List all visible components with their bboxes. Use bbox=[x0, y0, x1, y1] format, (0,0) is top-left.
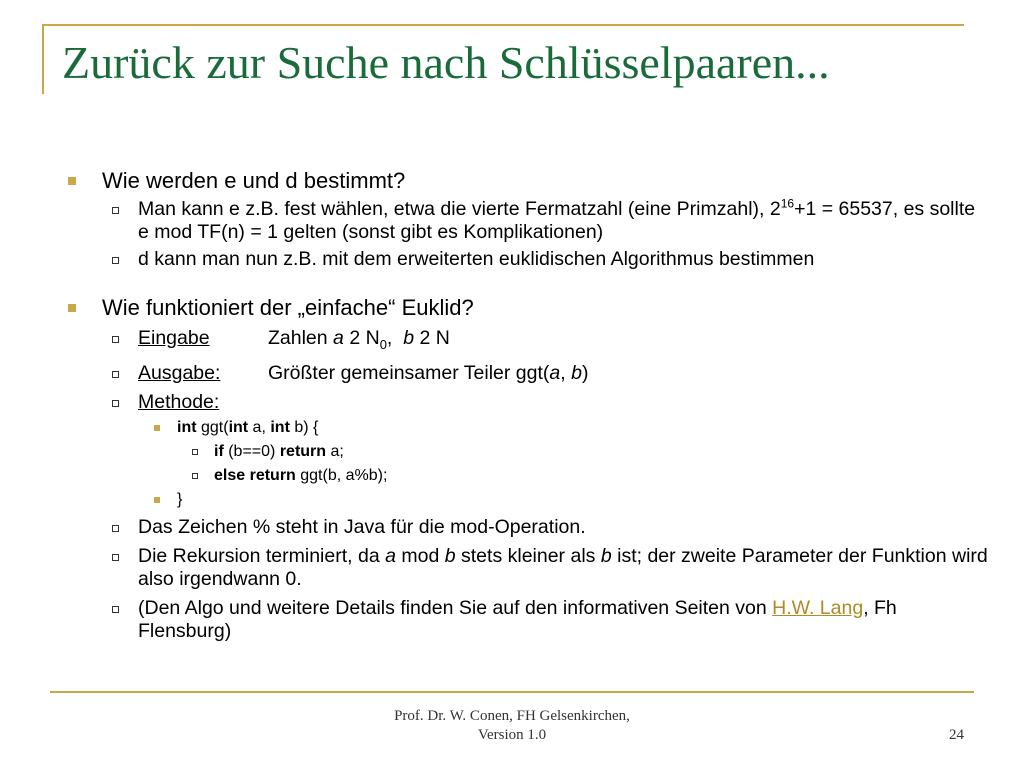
code-text: ggt( bbox=[196, 418, 229, 436]
sub-bullet-algo bbox=[68, 597, 988, 643]
sub-bullet-euklid-extended bbox=[68, 248, 988, 271]
var-a: a bbox=[549, 361, 561, 384]
bullet-text: Wie funktioniert der „einfache“ Euklid? bbox=[102, 295, 474, 320]
sub-bullet-fermat bbox=[68, 198, 988, 244]
keyword-int: int bbox=[177, 418, 197, 436]
sub-bullet-rekursion bbox=[68, 545, 988, 591]
hollow-square-bullet-icon bbox=[112, 336, 119, 343]
var-b: b bbox=[444, 544, 456, 567]
subscript-zero: 0 bbox=[379, 336, 387, 352]
ausgabe-close: ) bbox=[581, 361, 589, 384]
keyword-int: int bbox=[270, 418, 290, 436]
sub-bullet-zeichen bbox=[68, 516, 988, 539]
sub-bullet-methode bbox=[68, 391, 988, 414]
square-bullet-icon bbox=[68, 304, 76, 312]
euklid-extended-text: d kann man nun z.B. mit dem erweiterten euklidischen Algorithmus bestimmen bbox=[138, 248, 815, 270]
hw-lang-link[interactable]: H.W. Lang bbox=[772, 596, 864, 619]
code-line-else bbox=[68, 466, 988, 486]
algo-text: , Fh Flensburg) bbox=[138, 596, 897, 642]
code-text: b) { bbox=[289, 418, 319, 436]
rekursion-text: Die Rekursion terminiert, da bbox=[138, 544, 386, 567]
keyword-else-return: else return bbox=[214, 466, 296, 484]
footer-author-line: Prof. Dr. W. Conen, FH Gelsenkirchen, bbox=[394, 708, 630, 724]
var-b: b bbox=[600, 544, 612, 567]
eingabe-label: Eingabe bbox=[138, 327, 210, 349]
hollow-square-bullet-icon bbox=[112, 606, 119, 613]
hollow-square-bullet-icon bbox=[112, 554, 119, 561]
zeichen-text: Das Zeichen % steht in Java für die mod-Operation. bbox=[138, 515, 586, 538]
square-bullet-icon bbox=[154, 425, 160, 431]
sub-bullet-ausgabe bbox=[68, 362, 988, 385]
eingabe-comma: , bbox=[386, 327, 393, 349]
title-frame-left-line bbox=[42, 24, 44, 94]
code-text: a, bbox=[248, 418, 271, 436]
methode-label: Methode: bbox=[138, 390, 220, 413]
slide-content bbox=[68, 168, 988, 643]
var-a: a bbox=[333, 327, 344, 349]
fermat-exponent: 16 bbox=[780, 196, 795, 211]
var-a: a bbox=[385, 544, 396, 567]
keyword-return: return bbox=[279, 442, 327, 460]
eingabe-end: 2 N bbox=[419, 327, 450, 349]
keyword-int: int bbox=[228, 418, 249, 436]
eingabe-mid: 2 N bbox=[349, 327, 380, 349]
hollow-square-bullet-icon bbox=[112, 371, 119, 378]
fermat-text-b: +1 = 65537, es sollte e mod TF(n) = 1 gelten (sonst gibt es Komplikationen) bbox=[138, 198, 976, 243]
bullet-text: Wie werden e und d bestimmt? bbox=[102, 168, 406, 193]
code-text: ggt(b, a%b); bbox=[295, 466, 388, 484]
code-text: a; bbox=[326, 442, 344, 460]
keyword-if: if bbox=[214, 442, 224, 460]
code-text: (b==0) bbox=[223, 442, 280, 460]
hollow-square-bullet-icon bbox=[112, 400, 119, 407]
rekursion-text: mod bbox=[395, 544, 445, 567]
hollow-square-bullet-icon bbox=[192, 449, 198, 455]
footer-version-line: Version 1.0 bbox=[477, 727, 547, 743]
bullet-e-d bbox=[68, 168, 988, 194]
fermat-text-a: Man kann e z.B. fest wählen, etwa die vierte Fermatzahl (eine Primzahl), 2 bbox=[138, 198, 781, 220]
ausgabe-label: Ausgabe: bbox=[138, 361, 221, 384]
code-line-function bbox=[68, 418, 988, 438]
hollow-square-bullet-icon bbox=[112, 207, 119, 214]
footer-divider bbox=[50, 691, 974, 693]
title-frame-top-line bbox=[44, 24, 964, 26]
code-line-close bbox=[68, 490, 988, 510]
square-bullet-icon bbox=[154, 497, 160, 503]
eingabe-text: Zahlen bbox=[268, 327, 328, 349]
var-b: b bbox=[571, 361, 582, 384]
var-b: b bbox=[403, 327, 415, 349]
hollow-square-bullet-icon bbox=[192, 473, 198, 479]
footer-author bbox=[340, 707, 684, 745]
page-number: 24 bbox=[949, 727, 964, 743]
rekursion-text: stets kleiner als bbox=[455, 544, 601, 567]
rekursion-text: ist; der zweite Parameter der Funktion wird also irgendwann 0. bbox=[138, 544, 988, 590]
slide-title: Zurück zur Suche nach Schlüsselpaaren... bbox=[62, 37, 830, 88]
hollow-square-bullet-icon bbox=[112, 257, 119, 264]
ausgabe-text: Größter gemeinsamer Teiler ggt( bbox=[268, 361, 550, 384]
square-bullet-icon bbox=[68, 177, 76, 185]
bullet-euklid bbox=[68, 295, 988, 321]
code-text: } bbox=[177, 490, 183, 508]
ausgabe-comma: , bbox=[560, 361, 572, 384]
algo-text: (Den Algo und weitere Details finden Sie auf den informativen Seiten von bbox=[138, 596, 773, 619]
hollow-square-bullet-icon bbox=[112, 525, 119, 532]
sub-bullet-eingabe bbox=[68, 327, 988, 356]
code-line-if bbox=[68, 442, 988, 462]
